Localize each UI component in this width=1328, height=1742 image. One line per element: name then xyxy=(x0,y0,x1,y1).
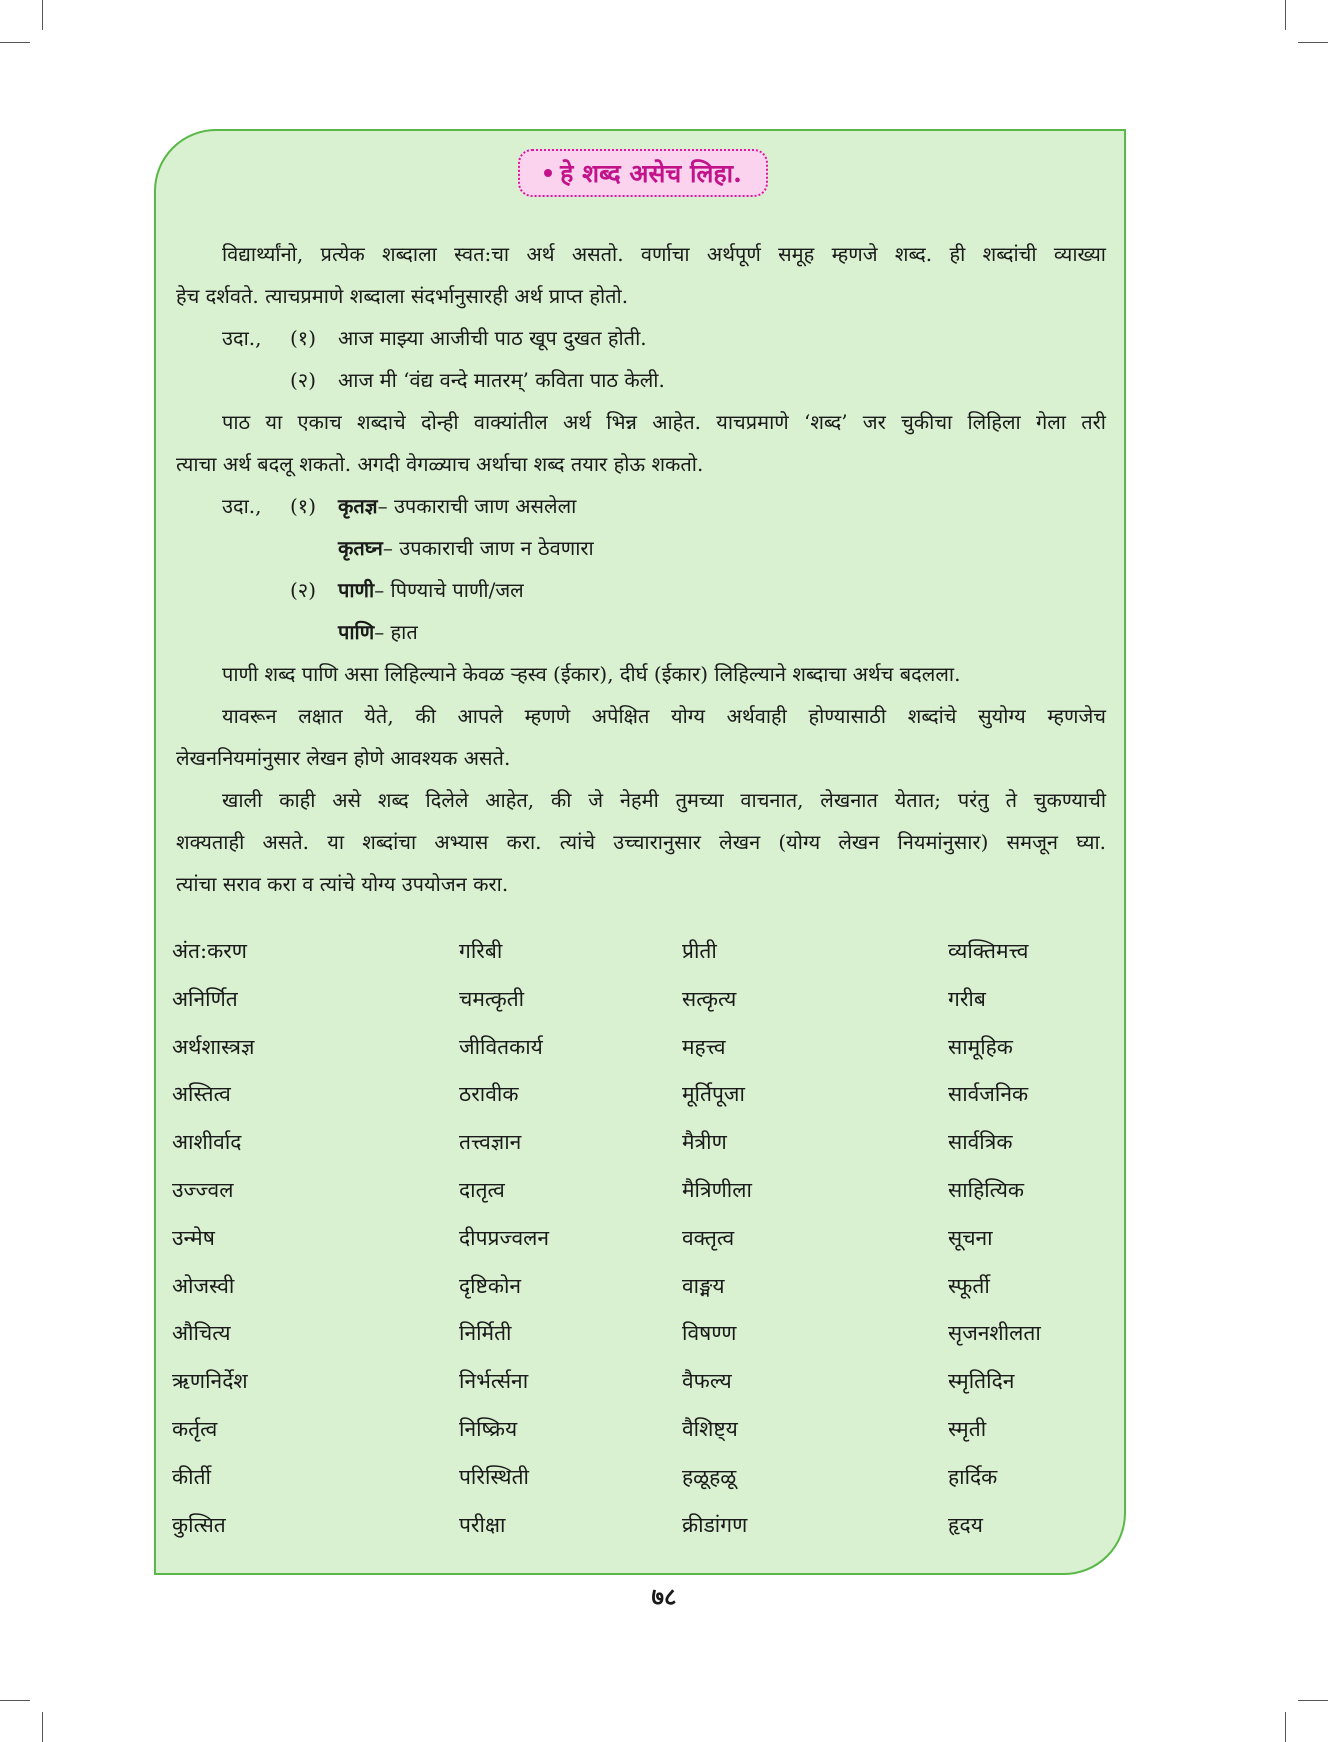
example2-prefix: उदा., xyxy=(222,494,262,518)
word-list-item: अर्थशास्त्रज्ञ xyxy=(172,1034,255,1059)
word-list-item: ऋणनिर्देश xyxy=(172,1369,248,1394)
para3: पाणी शब्द पाणि असा लिहिल्याने केवळ ऱ्हस्व (ईकार), दीर्घ (ईकार) लिहिल्याने शब्दाचा अर्थच बदलला. xyxy=(222,662,961,686)
word-list-item: सामूहिक xyxy=(948,1034,1013,1059)
para2-line-2: त्याचा अर्थ बदलू शकतो. अगदी वेगळ्याच अर्थाचा शब्द तयार होऊ शकतो. xyxy=(176,452,704,476)
word-list-item: स्फूर्ती xyxy=(948,1273,990,1298)
bullet-icon xyxy=(544,169,552,177)
word-list-item: हार्दिक xyxy=(948,1464,998,1489)
section-heading xyxy=(518,149,768,197)
para2-line-1: पाठ या एकाच शब्दाचे दोन्ही वाक्यांतील अर्थ भिन्न आहेत. याचप्रमाणे ‘शब्द’ जर चुकीचा लिहिला गेला तरी xyxy=(222,410,1106,434)
word-list-item: आशीर्वाद xyxy=(172,1130,242,1155)
word-list-item: दातृत्व xyxy=(459,1178,505,1202)
word-list-item: परीक्षा xyxy=(459,1512,506,1537)
word-list-item: मैत्रीण xyxy=(682,1130,727,1155)
word-list-item: हळूहळू xyxy=(682,1464,737,1489)
word-list-item: उज्ज्वल xyxy=(172,1178,234,1202)
example2-item-2 xyxy=(338,527,594,569)
word-list-item: सत्कृत्य xyxy=(682,986,737,1011)
example2-word-2: कृतघ्न xyxy=(338,536,383,560)
word-list-item: उन्मेष xyxy=(172,1225,215,1250)
word-list-item: मूर्तिपूजा xyxy=(682,1082,745,1107)
example2-meaning-1: – उपकाराची जाण असलेला xyxy=(377,494,577,518)
word-list-item: निर्भर्त्सना xyxy=(459,1369,529,1394)
word-list-item: वैशिष्ट्य xyxy=(682,1417,738,1441)
para5-line-3: त्यांचा सराव करा व त्यांचे योग्य उपयोजन करा. xyxy=(176,872,509,896)
word-list-item: सृजनशीलता xyxy=(948,1321,1041,1346)
word-list-item: वक्तृत्व xyxy=(682,1225,735,1250)
word-list-item: साहित्यिक xyxy=(948,1178,1025,1202)
word-list-item: वैफल्य xyxy=(682,1369,732,1394)
example2-meaning-3: – पिण्याचे पाणी/जल xyxy=(374,578,524,602)
crop-mark xyxy=(0,42,30,43)
word-list-item: सूचना xyxy=(948,1225,993,1250)
word-list-item: महत्त्व xyxy=(682,1034,726,1059)
example1-sentence-1: आज माझ्या आजीची पाठ खूप दुखत होती. xyxy=(338,326,647,350)
word-list-item: मैत्रिणीला xyxy=(682,1178,752,1202)
example1-sentence-2: आज मी ‘वंद्य वन्दे मातरम्’ कविता पाठ केली. xyxy=(338,368,665,392)
crop-mark xyxy=(42,1712,43,1742)
word-list-item: विषण्ण xyxy=(682,1321,737,1346)
example1-num-1: (१) xyxy=(290,326,317,350)
para4-line-1: यावरून लक्षात येते, की आपले म्हणणे अपेक्षित योग्य अर्थवाही होण्यासाठी शब्दांचे सुयोग्य म्हणजेच xyxy=(222,704,1106,728)
para4-line-2: लेखननियमांनुसार लेखन होणे आवश्यक असते. xyxy=(176,746,511,770)
example2-num-2: (२) xyxy=(290,578,317,602)
example2-item-3 xyxy=(338,569,524,611)
word-list-item: चमत्कृती xyxy=(459,986,525,1011)
word-list-item: क्रीडांगण xyxy=(682,1512,748,1537)
word-list-item: स्मृती xyxy=(948,1417,987,1441)
word-list-item: वाङ्मय xyxy=(682,1273,725,1298)
word-list-item: औचित्य xyxy=(172,1321,231,1346)
word-list-item: गरीब xyxy=(948,986,986,1011)
crop-mark xyxy=(0,1700,30,1701)
example2-word-3: पाणी xyxy=(338,578,375,602)
word-list-item: दीपप्रज्वलन xyxy=(459,1225,550,1250)
word-list-item: तत्त्वज्ञान xyxy=(459,1130,522,1155)
para5-line-1: खाली काही असे शब्द दिलेले आहेत, की जे नेहमी तुमच्या वाचनात, लेखनात येतात; परंतु ते चुकण्याची xyxy=(222,788,1106,812)
word-list-item: ठरावीक xyxy=(459,1082,519,1107)
example2-word-1: कृतज्ञ xyxy=(338,494,378,518)
crop-mark xyxy=(1298,1700,1328,1701)
word-list-item: ओजस्वी xyxy=(172,1273,235,1298)
word-list-item: गरिबी xyxy=(459,939,503,963)
example2-item-1 xyxy=(338,485,576,527)
page-number: ७८ xyxy=(651,1582,677,1611)
crop-mark xyxy=(1285,1712,1286,1742)
intro-line-2: हेच दर्शवते. त्याचप्रमाणे शब्दाला संदर्भानुसारही अर्थ प्राप्त होतो. xyxy=(176,284,629,308)
example2-num-1: (१) xyxy=(290,494,317,518)
crop-mark xyxy=(1285,0,1286,30)
word-list-item: दृष्टिकोन xyxy=(459,1273,522,1298)
example1-num-2: (२) xyxy=(290,368,317,392)
example2-meaning-2: – उपकाराची जाण न ठेवणारा xyxy=(382,536,594,560)
word-list-item: अनिर्णित xyxy=(172,986,238,1011)
example1-prefix: उदा., xyxy=(222,326,262,350)
word-list-item: अस्तित्व xyxy=(172,1082,231,1107)
word-list-item: निष्क्रिय xyxy=(459,1417,518,1441)
word-list-item: कीर्ती xyxy=(172,1464,211,1489)
example2-item-4 xyxy=(338,611,418,653)
crop-mark xyxy=(1298,42,1328,43)
word-list-item: जीवितकार्य xyxy=(459,1034,543,1059)
word-list-item: प्रीती xyxy=(682,939,717,963)
word-list-item: स्मृतिदिन xyxy=(948,1369,1015,1394)
word-list-item: कर्तृत्व xyxy=(172,1417,218,1441)
crop-mark xyxy=(42,0,43,30)
example2-meaning-4: – हात xyxy=(374,620,418,644)
word-list-item: हृदय xyxy=(948,1512,983,1537)
para5-line-2: शक्यताही असते. या शब्दांचा अभ्यास करा. त्यांचे उच्चारानुसार लेखन (योग्य लेखन नियमांनुसार) समजून घ्या. xyxy=(176,830,1106,854)
section-heading-text: हे शब्द असेच लिहा. xyxy=(560,159,742,188)
word-list-item: अंत:करण xyxy=(172,939,247,963)
word-list-item: निर्मिती xyxy=(459,1321,512,1346)
word-list-item: परिस्थिती xyxy=(459,1464,529,1489)
example2-word-4: पाणि xyxy=(338,620,375,644)
word-list-item: व्यक्तिमत्त्व xyxy=(948,939,1029,963)
word-list-item: कुत्सित xyxy=(172,1512,226,1537)
word-list-item: सार्वजनिक xyxy=(948,1082,1029,1107)
word-list-item: सार्वत्रिक xyxy=(948,1130,1013,1155)
intro-line-1: विद्यार्थ्यांनो, प्रत्येक शब्दाला स्वत:चा अर्थ असतो. वर्णाचा अर्थपूर्ण समूह म्हणजे शब्द. ही शब्दांची व्याख्या xyxy=(222,242,1106,266)
